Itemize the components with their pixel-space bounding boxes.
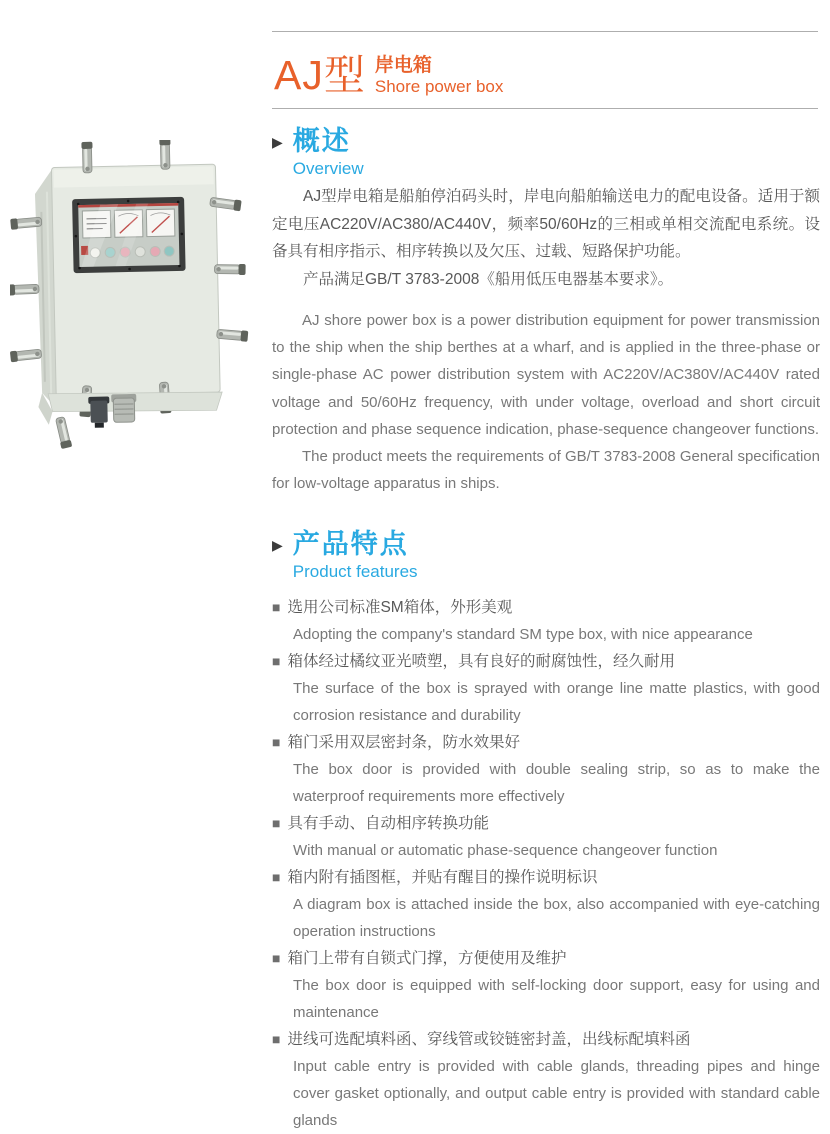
overview-paragraph-en-2: The product meets the requirements of GB/T 3783-2008 General specification for low-voltage apparatus in ships. (272, 443, 820, 497)
header-top-rule (272, 31, 818, 32)
features-list (272, 594, 820, 1134)
feature-desc-en: Input cable entry is provided with cable glands, threading pipes and hinge cover gasket optionally, and output cable entry is provided with standard cable glands (272, 1053, 820, 1134)
feature-title-cn-text: 进线可选配填料函、穿线管或铰链密封盖，出线标配填料函 (287, 1026, 690, 1053)
feature-title-cn (272, 729, 820, 756)
content-column (272, 126, 820, 1134)
feature-title-cn (272, 864, 820, 891)
bullet-square-icon: ■ (272, 594, 280, 621)
feature-desc-en: The box door is equipped with self-locking door support, easy for using and maintenance (272, 972, 820, 1026)
feature-desc-en: The surface of the box is sprayed with orange line matte plastics, with good corrosion resistance and durability (272, 675, 820, 729)
features-heading-cn: 产品特点 (293, 529, 418, 560)
overview-heading-cn: 概述 (293, 126, 364, 157)
feature-title-cn (272, 594, 820, 621)
bullet-square-icon: ■ (272, 810, 280, 837)
feature-item (272, 648, 820, 729)
features-heading-en: Product features (293, 561, 418, 582)
overview-paragraph-en-1: AJ shore power box is a power distribution equipment for power transmission to the ship when the ship berthes at a wharf, and is applied in the three-phase or single-phase AC power distribution system with AC220V/AC380V/AC440V rated voltage and 50/60Hz frequency, with under voltage, overload and short circuit protection and phase sequence indication, phase-sequence changeover functions. (272, 307, 820, 443)
overview-section-heading (272, 126, 820, 179)
feature-title-cn (272, 945, 820, 972)
section-marker-icon: ▶ (272, 529, 283, 582)
page-title (274, 52, 503, 98)
section-marker-icon: ▶ (272, 126, 283, 179)
overview-paragraph-cn-2: 产品满足GB/T 3783-2008《船用低压电器基本要求》。 (272, 266, 820, 294)
product-name (375, 55, 504, 97)
header-bottom-rule (272, 108, 818, 109)
feature-title-cn (272, 810, 820, 837)
feature-title-cn-text: 具有手动、自动相序转换功能 (287, 810, 489, 837)
feature-desc-en: Adopting the company's standard SM type box, with nice appearance (272, 621, 820, 648)
feature-item (272, 864, 820, 945)
feature-title-cn (272, 648, 820, 675)
bullet-square-icon: ■ (272, 1026, 280, 1053)
feature-item (272, 729, 820, 810)
bullet-square-icon: ■ (272, 945, 280, 972)
feature-item (272, 810, 820, 864)
feature-title-cn-text: 箱门采用双层密封条，防水效果好 (287, 729, 520, 756)
product-photo (10, 140, 250, 455)
features-section-heading (272, 529, 820, 582)
feature-title-cn-text: 选用公司标准SM箱体，外形美观 (287, 594, 512, 621)
feature-desc-en: A diagram box is attached inside the box, also accompanied with eye-catching operation instructions (272, 891, 820, 945)
model-name: AJ型 (274, 52, 366, 98)
features-heading-text (293, 529, 418, 582)
shore-power-box-illustration (10, 140, 250, 455)
overview-heading-text (293, 126, 364, 179)
feature-item (272, 594, 820, 648)
overview-heading-en: Overview (293, 158, 364, 179)
feature-title-cn-text: 箱体经过橘纹亚光喷塑，具有良好的耐腐蚀性，经久耐用 (287, 648, 675, 675)
feature-title-cn (272, 1026, 820, 1053)
feature-desc-en: With manual or automatic phase-sequence changeover function (272, 837, 820, 864)
bullet-square-icon: ■ (272, 864, 280, 891)
feature-title-cn-text: 箱门上带有自锁式门撑，方便使用及维护 (287, 945, 566, 972)
bullet-square-icon: ■ (272, 648, 280, 675)
overview-paragraph-cn-1: AJ型岸电箱是船舶停泊码头时，岸电向船舶输送电力的配电设备。适用于额定电压AC220V/AC380/AC440V，频率50/60Hz的三相或单相交流配电系统。设备具有相序指示、相序转换以及欠压、过载、短路保护功能。 (272, 183, 820, 266)
bullet-square-icon: ■ (272, 729, 280, 756)
feature-desc-en: The box door is provided with double sealing strip, so as to make the waterproof requirements more effectively (272, 756, 820, 810)
feature-title-cn-text: 箱内附有插图框，并贴有醒目的操作说明标识 (287, 864, 597, 891)
product-name-en: Shore power box (375, 76, 504, 97)
product-name-cn: 岸电箱 (375, 55, 504, 76)
feature-item (272, 945, 820, 1026)
